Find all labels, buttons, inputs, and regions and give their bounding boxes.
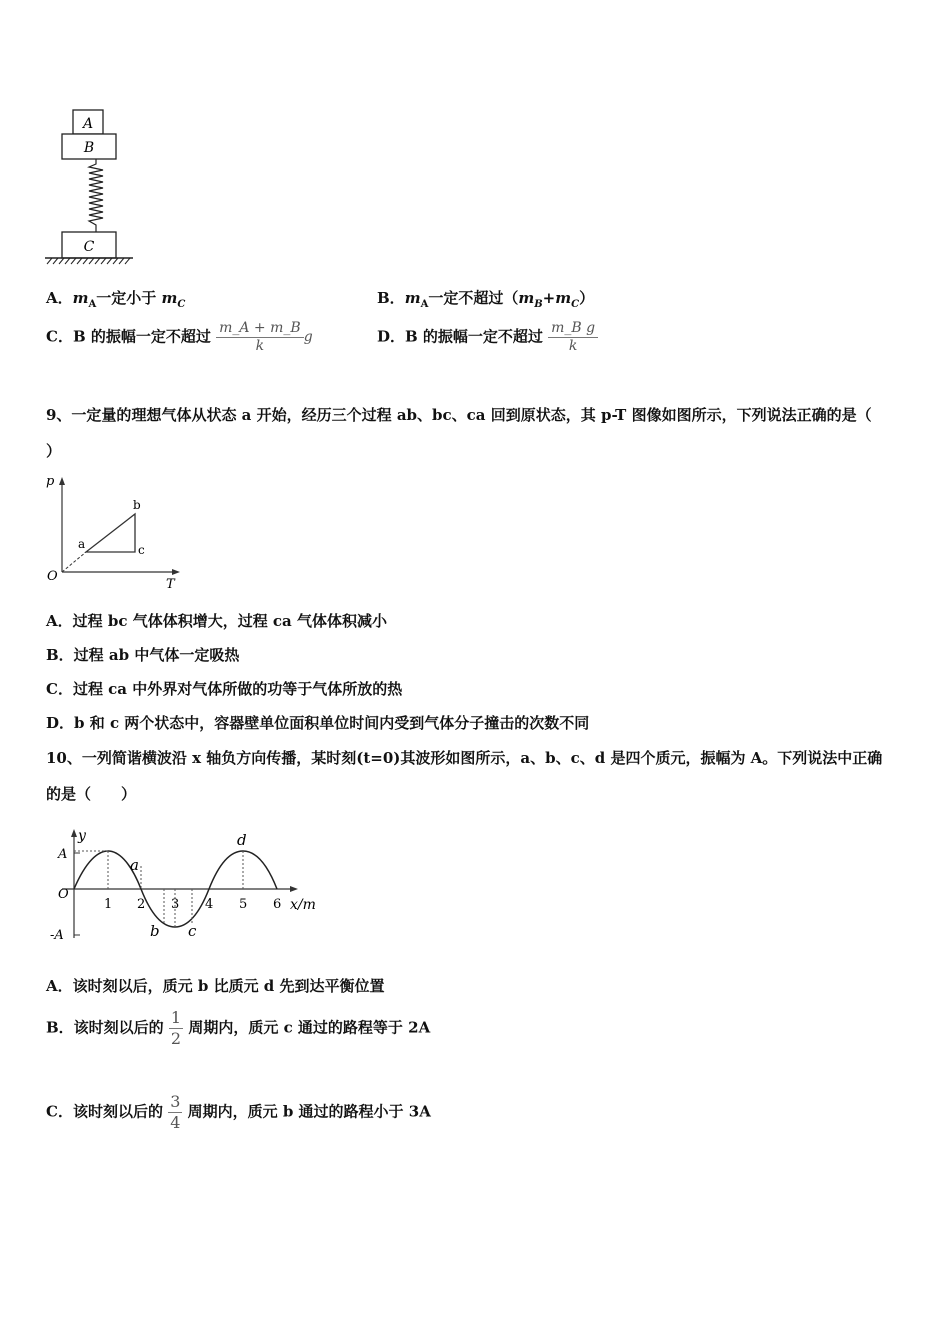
tick-5: 5	[239, 897, 248, 912]
q10-stem-line2: 的是（ ）	[46, 785, 137, 803]
q10-stem-line1: 10、一列简谐横波沿 x 轴负方向传播，某时刻(t=0)其波形如图所示，a、b、c、d 是四个质元，振幅为 A。下列说法中正确	[46, 749, 883, 767]
point-a-label: a	[78, 537, 86, 551]
tick-6: 6	[273, 897, 282, 912]
origin-label: O	[47, 569, 58, 584]
q8-option-d	[377, 320, 598, 355]
spring-blocks-figure	[40, 105, 140, 270]
q8-option-c	[46, 320, 313, 355]
q10-option-a: A．该时刻以后，质元 b 比质元 d 先到达平衡位置	[46, 977, 385, 995]
fraction-half	[169, 1008, 183, 1049]
point-a-label: a	[130, 856, 139, 874]
point-d-label: d	[237, 831, 247, 849]
q9-option-d: D．b 和 c 两个状态中，容器壁单位面积单位时间内受到气体分子撞击的次数不同	[46, 714, 590, 732]
numerator: 3	[170, 1092, 181, 1111]
var: m	[555, 289, 572, 307]
q9-option-c: C．过程 ca 中外界对气体所做的功等于气体所放的热	[46, 680, 403, 698]
var: m	[518, 289, 535, 307]
point-b-label: b	[150, 922, 160, 940]
cycle-triangle	[86, 514, 135, 552]
numerator: m_A + m_B	[216, 320, 304, 338]
q10-option-c	[46, 1092, 431, 1133]
y-label: y	[78, 828, 86, 844]
subscript: C	[571, 299, 580, 310]
text: 周期内，质元 b 通过的路程小于 3A	[187, 1102, 431, 1121]
text: B 的振幅一定不超过	[405, 327, 543, 346]
point-c-label: c	[188, 922, 197, 940]
wave-graph	[40, 826, 340, 946]
q8-option-a	[46, 287, 185, 310]
q9-option-a: A．过程 bc 气体体积增大，过程 ca 气体体积减小	[46, 612, 388, 630]
q9-option-b: B．过程 ab 中气体一定吸热	[46, 646, 240, 664]
tick-4: 4	[205, 897, 214, 912]
fraction-three-quarters	[168, 1092, 182, 1133]
fraction	[548, 320, 598, 355]
spring	[89, 159, 103, 232]
q9-stem-line1: 9、一定量的理想气体从状态 a 开始，经历三个过程 ab、bc、ca 回到原状态，其 p-T 图像如图所示，下列说法正确的是（	[46, 406, 872, 424]
block-b-label: B	[83, 140, 95, 156]
amp-label: A	[58, 847, 68, 862]
tick-2: 2	[137, 897, 146, 912]
block-a-label: A	[82, 116, 94, 132]
subscript: B	[534, 299, 543, 310]
option-letter: D．	[377, 327, 406, 346]
point-c-label: c	[138, 543, 145, 557]
x-unit-label: x/m	[290, 897, 316, 913]
pt-graph	[42, 472, 187, 594]
tick-1: 1	[104, 897, 113, 912]
point-b-label: b	[133, 498, 141, 512]
subscript: A	[420, 299, 429, 310]
t-axis-arrow	[172, 569, 180, 575]
x-tick-labels	[104, 897, 281, 912]
subscript: A	[88, 299, 97, 310]
text: ）	[579, 289, 595, 307]
numerator: m_B g	[548, 320, 598, 338]
p-label: p	[46, 474, 55, 489]
p-axis-arrow	[59, 477, 65, 485]
tick-3: 3	[171, 897, 180, 912]
y-axis-arrow	[71, 829, 77, 837]
denominator: k	[255, 337, 265, 354]
g-symbol: g	[303, 328, 313, 345]
option-letter: A．	[46, 289, 73, 307]
x-axis-arrow	[290, 886, 298, 892]
q8-option-b	[377, 287, 594, 310]
block-c-label: C	[83, 239, 95, 255]
text: 一定小于	[96, 289, 162, 307]
plus: +	[542, 289, 556, 307]
text: B．该时刻以后的	[46, 1018, 164, 1037]
text: B 的振幅一定不超过	[72, 327, 211, 346]
text: 周期内，质元 c 通过的路程等于 2A	[188, 1018, 431, 1037]
q10-option-b	[46, 1008, 430, 1049]
fraction	[216, 320, 304, 355]
q9-stem-line2: ）	[46, 442, 62, 460]
denominator: 4	[170, 1113, 181, 1132]
var: m	[72, 289, 89, 307]
origin-label: O	[58, 887, 69, 902]
numerator: 1	[170, 1008, 182, 1027]
dashed-extension	[62, 552, 86, 572]
var: m	[404, 289, 421, 307]
option-letter: C．	[46, 327, 73, 346]
ground-hatch	[47, 258, 130, 264]
text: 一定不超过（	[428, 289, 519, 307]
var: m	[161, 289, 178, 307]
option-letter: B．	[377, 289, 405, 307]
t-label: T	[166, 577, 175, 592]
denominator: k	[568, 337, 578, 354]
denominator: 2	[170, 1029, 182, 1048]
neg-amp-label: -A	[50, 928, 64, 943]
text: C．该时刻以后的	[46, 1102, 163, 1121]
subscript: C	[177, 299, 186, 310]
